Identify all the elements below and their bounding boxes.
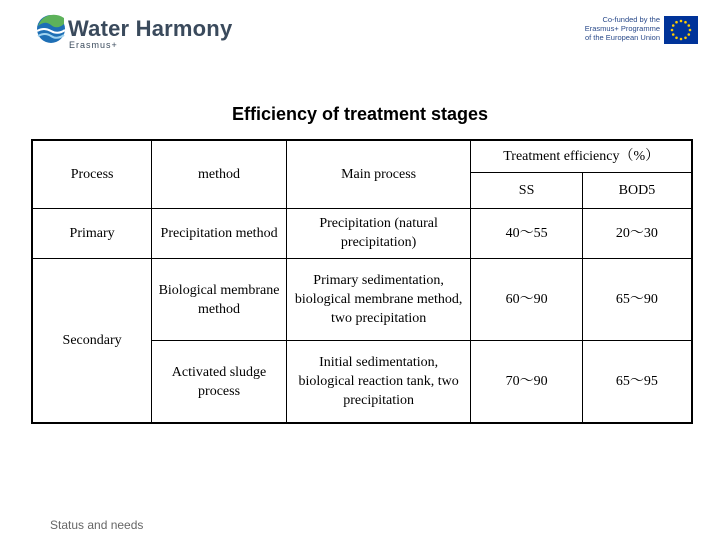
header-bod5: BOD5 (582, 172, 692, 208)
bio-membrane-main-process: Primary sedimentation, biological membrane method, two precipitation (286, 258, 470, 340)
logo-title: Water Harmony (68, 16, 233, 41)
logo-subtitle: Erasmus+ (69, 40, 118, 50)
footer-section-label: Status and needs (50, 518, 144, 532)
bio-membrane-method: Biological membrane method (152, 258, 287, 340)
eu-star-icon (689, 29, 692, 32)
water-drop-globe-icon (36, 14, 66, 44)
header-method: method (152, 140, 287, 208)
eu-star-icon (687, 33, 690, 36)
activated-sludge-main-process: Initial sedimentation, biological reaction tank, two precipitation (286, 341, 470, 423)
eu-funding-text (560, 15, 660, 42)
primary-main-process: Precipitation (natural precipitation) (286, 208, 470, 258)
eu-star-icon (675, 36, 678, 39)
primary-bod5: 20～30 (582, 208, 692, 258)
primary-method: Precipitation method (152, 208, 287, 258)
table-row (32, 258, 692, 340)
eu-star-icon (680, 20, 683, 23)
eu-star-icon (672, 24, 675, 27)
eu-line-1: Co-funded by the (602, 15, 660, 24)
eu-star-icon (684, 36, 687, 39)
eu-star-icon (684, 21, 687, 24)
slide-title: Efficiency of treatment stages (231, 104, 489, 124)
header-ss: SS (471, 172, 583, 208)
activated-sludge-method: Activated sludge process (152, 341, 287, 423)
eu-line-2: Erasmus+ Programme (584, 24, 660, 33)
bio-membrane-ss: 60～90 (471, 258, 583, 340)
activated-sludge-bod5: 65～95 (582, 341, 692, 423)
primary-ss: 40～55 (471, 208, 583, 258)
primary-process: Primary (32, 208, 152, 258)
eu-star-icon (675, 21, 678, 24)
eu-flag-icon (664, 16, 698, 44)
header-efficiency: Treatment efficiency（%） (471, 140, 692, 172)
efficiency-table (31, 139, 693, 424)
table-row (32, 208, 692, 258)
bio-membrane-bod5: 65～90 (582, 258, 692, 340)
secondary-process: Secondary (32, 258, 152, 423)
header-main-process: Main process (286, 140, 470, 208)
table-header-row (32, 140, 692, 172)
eu-star-icon (672, 33, 675, 36)
eu-line-3: of the European Union (584, 33, 660, 42)
eu-star-icon (680, 38, 683, 41)
eu-star-icon (687, 24, 690, 27)
eu-star-icon (671, 29, 674, 32)
header-process: Process (32, 140, 152, 208)
activated-sludge-ss: 70～90 (471, 341, 583, 423)
